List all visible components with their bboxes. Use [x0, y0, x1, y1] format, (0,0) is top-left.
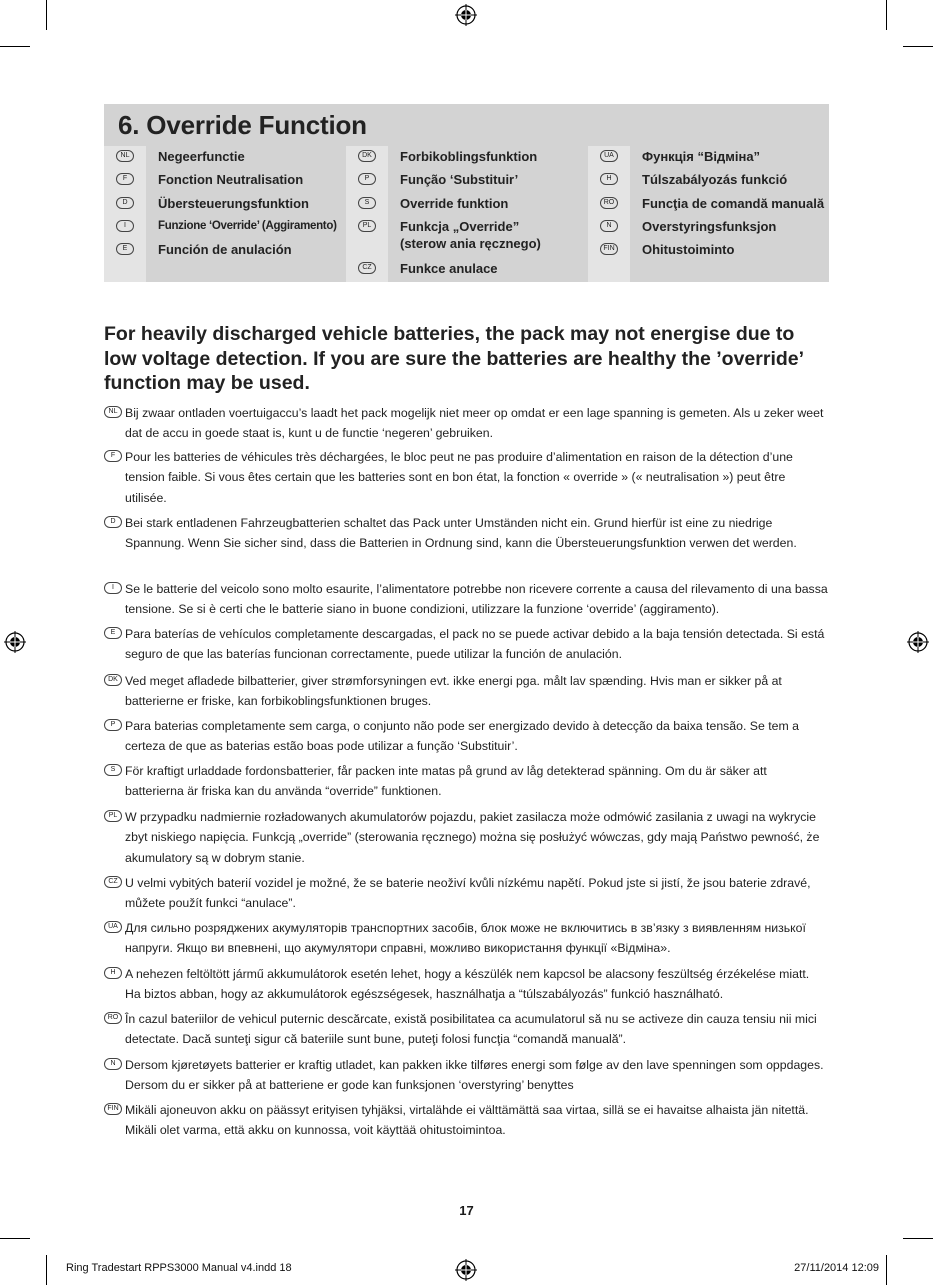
- language-label: Funkce anulace: [400, 261, 498, 276]
- language-row: [603, 195, 825, 212]
- crop-mark: [46, 0, 47, 30]
- language-label: Funkcja „Override”: [400, 219, 520, 234]
- page-number: 17: [459, 1203, 474, 1218]
- paragraph-text: Para baterías de vehículos completamente descargadas, el pack no se puede activar debido a la baja tensión detectada. Si está seguro de que las baterías funcionan correctamente, puede utilizar la función de anulación.: [125, 627, 825, 662]
- language-badge: D: [116, 197, 134, 209]
- paragraph-text: Bei stark entladenen Fahrzeugbatterien schaltet das Pack unter Umständen nicht ein. Grund hierfür ist eine zu niedrige Spannung. Wenn Sie sicher sind, dass die Batterien in Ordnung sind, kann die Übersteuerungsfunktion verwen det werden.: [125, 516, 797, 551]
- paragraph-text: Для сильно розряджених акумуляторів транспортних засобів, блок може не включитись в зв’язку з виявленням низької напруги. Якщо ви впевнені, що акумулятори справні, можливо використання функції «Відміна».: [125, 921, 806, 956]
- language-label: Forbikoblingsfunktion: [400, 149, 538, 164]
- paragraph-p: [104, 716, 828, 757]
- footer-file-name: Ring Tradestart RPPS3000 Manual v4.indd 18: [66, 1262, 292, 1274]
- language-badge: P: [358, 173, 376, 185]
- language-badge: FIN: [104, 1103, 122, 1115]
- badge-strip: [104, 146, 146, 282]
- language-badge: E: [104, 627, 122, 639]
- language-row: [606, 218, 777, 235]
- paragraph-ro: [104, 1009, 828, 1050]
- crop-mark: [46, 1255, 47, 1285]
- language-row: [362, 148, 538, 165]
- paragraph-text: Pour les batteries de véhicules très déchargées, le bloc peut ne pas produire d’alimentation en raison de la détection d’une tension faible. Si vous êtes certain que les batteries sont en bon état, la fonction « override » (« neutralisation ») peut être utilisée.: [125, 450, 793, 505]
- registration-mark-icon: [455, 1259, 477, 1281]
- language-badge: I: [104, 582, 122, 594]
- language-badge: CZ: [104, 876, 122, 888]
- language-badge: RO: [104, 1012, 122, 1024]
- language-badge: P: [104, 719, 122, 731]
- paragraph-fin: [104, 1100, 828, 1141]
- language-badge: S: [104, 764, 122, 776]
- language-badge: E: [116, 243, 134, 255]
- footer-date: 27/11/2014 12:09: [794, 1262, 879, 1274]
- paragraph-e: [104, 624, 828, 665]
- language-badge: NL: [116, 150, 134, 162]
- language-badge: DK: [104, 674, 122, 686]
- language-row: [122, 195, 309, 212]
- language-label: Negeerfunctie: [158, 149, 245, 164]
- language-badge: FIN: [600, 243, 618, 255]
- paragraph-text: Bij zwaar ontladen voertuigaccu’s laadt het pack mogelijk niet meer op omdat er een lage spanning is gemeten. Als u zeker weet dat de accu in goede staat is, kunt u de functie ‘negeren’ gebruiken.: [125, 406, 824, 441]
- language-row: [603, 241, 735, 258]
- language-badge: N: [104, 1058, 122, 1070]
- paragraph-text: Para baterias completamente sem carga, o conjunto não pode ser energizado devido à detecção da baixa tensão. Se tem a certeza de que as baterias estão boas pode utilizar a função ‘Substituir’.: [125, 719, 800, 754]
- language-badge: PL: [358, 220, 376, 232]
- paragraph-cz: [104, 873, 828, 914]
- language-label: Túlszabályozás funkció: [642, 172, 788, 187]
- language-badge: NL: [104, 406, 122, 418]
- language-label: Função ‘Substituir’: [400, 172, 519, 187]
- section-header: [104, 104, 829, 282]
- paragraph-dk: [104, 671, 828, 712]
- language-row: [364, 171, 519, 188]
- crop-mark: [903, 1238, 933, 1239]
- language-row: [364, 195, 509, 212]
- language-badge: S: [358, 197, 376, 209]
- language-badge: PL: [104, 810, 122, 822]
- paragraph-text: För kraftigt urladdade fordonsbatterier, får packen inte matas på grund av låg detekterad spänning. Om du är säker att batterierna är friska kan du använda “override” funktionen.: [125, 764, 767, 799]
- language-row: [362, 218, 541, 252]
- language-badge: H: [104, 967, 122, 979]
- language-row: [120, 148, 245, 165]
- paragraph-text: U velmi vybitých baterií vozidel je možné, že se baterie neoživí kvůli nízkému napětí. Pokud jste si jistí, že jsou baterie zdravé, můžete použít funkci “anulace”.: [125, 876, 811, 911]
- paragraph-h: [104, 964, 828, 1005]
- language-label-line2: (sterow ania ręcznego): [400, 236, 541, 251]
- language-label: Функція “Відміна”: [642, 149, 761, 164]
- language-label: Funcţia de comandă manuală: [642, 196, 825, 211]
- language-badge: F: [116, 173, 134, 185]
- language-row: [362, 260, 498, 277]
- language-label: Función de anulación: [158, 242, 292, 257]
- language-badge: N: [600, 220, 618, 232]
- language-badge: H: [600, 173, 618, 185]
- language-badge: F: [104, 450, 122, 462]
- paragraph-text: Ved meget afladede bilbatterier, giver strømforsyningen evt. ikke energi pga. målt lav spænding. Hvis man er sikker på at batterierne er friske, kan forbikoblingsfunktionen bruges.: [125, 674, 782, 709]
- registration-mark-icon: [907, 631, 929, 653]
- language-row: [124, 218, 337, 235]
- language-label: Ohitustoiminto: [642, 242, 735, 257]
- paragraph-ua: [104, 918, 828, 959]
- crop-mark: [886, 1255, 887, 1285]
- language-badge: UA: [104, 921, 122, 933]
- paragraph-s: [104, 761, 828, 802]
- crop-mark: [886, 0, 887, 30]
- language-row: [122, 171, 304, 188]
- paragraph-text: În cazul bateriilor de vehicul puternic descărcate, există posibilitatea ca acumulatorul să nu se activeze din cauza tensiu nii mici detectate. Dacă sunteţi sigur că bateriile sunt bune, puteţi folosi funcţia “comandă manuală”.: [125, 1012, 817, 1047]
- language-badge: DK: [358, 150, 376, 162]
- crop-mark: [0, 1238, 30, 1239]
- paragraph-nl: [104, 403, 828, 444]
- paragraph-pl: [104, 807, 828, 868]
- registration-mark-icon: [4, 631, 26, 653]
- language-column-2: [346, 146, 586, 282]
- language-row: [606, 171, 788, 188]
- language-label: Funzione ‘Override’ (Aggiramento): [158, 220, 337, 232]
- language-column-1: [104, 146, 344, 282]
- paragraph-n: [104, 1055, 828, 1096]
- page-title: 6. Override Function: [118, 110, 367, 140]
- paragraph-d: [104, 513, 828, 554]
- paragraph-text: Mikäli ajoneuvon akku on päässyt erityisen tyhjäksi, virtalähde ei välttämättä saa virtaa, sillä se ei havaitse alhaista jän nitettä. Mikäli olet varma, että akku on kunnossa, voit käyttää ohitustoimintoa.: [125, 1103, 809, 1138]
- language-badge: RO: [600, 197, 618, 209]
- crop-mark: [0, 46, 30, 47]
- language-row: [122, 241, 292, 258]
- language-row: [604, 148, 761, 165]
- language-badge: D: [104, 516, 122, 528]
- language-column-3: [588, 146, 829, 282]
- paragraph-text: W przypadku nadmiernie rozładowanych akumulatorów pojazdu, pakiet zasilacza może odmówić zasilania z uwagi na wykrycie zbyt niskiego napięcia. Funkcją „override” (sterowania ręcznego) można się posłużyć wówczas, gdy mają Państwo pewność, że akumulatory są w dobrym stanie.: [125, 810, 820, 865]
- paragraph-f: [104, 447, 828, 508]
- paragraph-text: A nehezen feltöltött jármű akkumulátorok esetén lehet, hogy a készülék nem kapcsol be alacsony feszültség érzékelése miatt. Ha biztos abban, hogy az akkumulátorok egészségesek, használhatja a “túlszabályozás” funkció használható.: [125, 967, 810, 1002]
- crop-mark: [903, 46, 933, 47]
- language-label: Fonction Neutralisation: [158, 172, 304, 187]
- language-badge: UA: [600, 150, 618, 162]
- language-badge: CZ: [358, 262, 376, 274]
- paragraph-text: Dersom kjøretøyets batterier er kraftig utladet, kan pakken ikke tilføres energi som følge av den lave spenningen som oppdages. Dersom du er sikker på at batteriene er gode kan funksjonen ‘overstyring’ benyttes: [125, 1058, 824, 1093]
- language-label: Override funktion: [400, 196, 509, 211]
- paragraph-i: [104, 579, 828, 620]
- language-label: Overstyringsfunksjon: [642, 219, 777, 234]
- intro-heading: For heavily discharged vehicle batteries, the pack may not energise due to low voltage detection. If you are sure the batteries are healthy the ’override’ function may be used.: [104, 323, 803, 394]
- badge-strip: [588, 146, 630, 282]
- language-badge: I: [116, 220, 134, 232]
- paragraph-text: Se le batterie del veicolo sono molto esaurite, l’alimentatore potrebbe non ricevere corrente a causa del rilevamento di una bassa tensione. Se si è certi che le batterie siano in buone condizioni, utilizzare la funzione ‘override’ (aggiramento).: [125, 582, 828, 617]
- registration-mark-icon: [455, 4, 477, 26]
- language-label: Übersteuerungsfunktion: [158, 196, 309, 211]
